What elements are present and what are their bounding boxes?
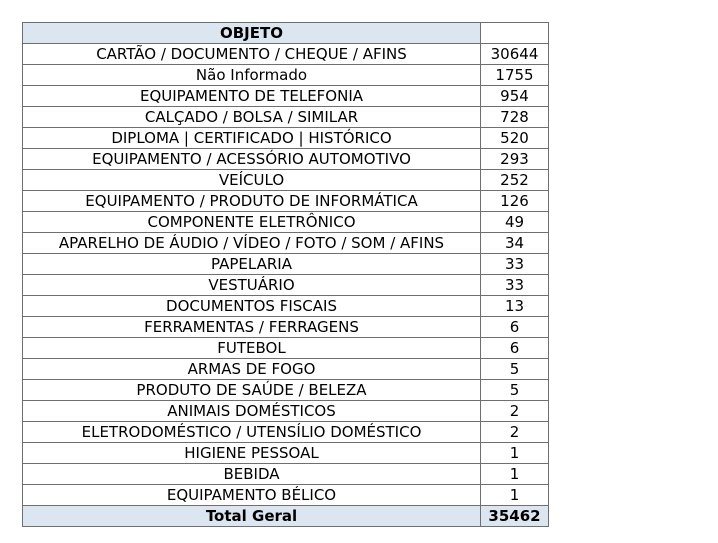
row-label: EQUIPAMENTO / ACESSÓRIO AUTOMOTIVO xyxy=(23,149,481,170)
column-header-count xyxy=(481,23,549,44)
row-label: FERRAMENTAS / FERRAGENS xyxy=(23,317,481,338)
total-value: 35462 xyxy=(481,506,549,527)
row-value: 2 xyxy=(481,422,549,443)
row-label: DOCUMENTOS FISCAIS xyxy=(23,296,481,317)
table-row xyxy=(23,254,549,275)
table-row xyxy=(23,359,549,380)
row-value: 954 xyxy=(481,86,549,107)
table-row xyxy=(23,317,549,338)
row-label: EQUIPAMENTO DE TELEFONIA xyxy=(23,86,481,107)
row-value: 126 xyxy=(481,191,549,212)
object-count-table xyxy=(22,22,549,527)
header-row xyxy=(23,23,549,44)
table-row xyxy=(23,107,549,128)
row-label: VEÍCULO xyxy=(23,170,481,191)
row-label: CALÇADO / BOLSA / SIMILAR xyxy=(23,107,481,128)
row-value: 30644 xyxy=(481,44,549,65)
row-value: 1 xyxy=(481,485,549,506)
row-value: 34 xyxy=(481,233,549,254)
table-row xyxy=(23,275,549,296)
table-row xyxy=(23,86,549,107)
row-value: 728 xyxy=(481,107,549,128)
table-row xyxy=(23,443,549,464)
table-body xyxy=(23,44,549,506)
row-value: 2 xyxy=(481,401,549,422)
row-value: 5 xyxy=(481,380,549,401)
row-value: 1755 xyxy=(481,65,549,86)
row-value: 13 xyxy=(481,296,549,317)
row-label: DIPLOMA | CERTIFICADO | HISTÓRICO xyxy=(23,128,481,149)
row-value: 6 xyxy=(481,317,549,338)
table-row xyxy=(23,170,549,191)
table-row xyxy=(23,464,549,485)
row-label: EQUIPAMENTO / PRODUTO DE INFORMÁTICA xyxy=(23,191,481,212)
row-value: 252 xyxy=(481,170,549,191)
row-label: PRODUTO DE SAÚDE / BELEZA xyxy=(23,380,481,401)
row-value: 520 xyxy=(481,128,549,149)
row-label: CARTÃO / DOCUMENTO / CHEQUE / AFINS xyxy=(23,44,481,65)
column-header-objeto: OBJETO xyxy=(23,23,481,44)
table-row xyxy=(23,296,549,317)
row-label: Não Informado xyxy=(23,65,481,86)
total-label: Total Geral xyxy=(23,506,481,527)
row-value: 1 xyxy=(481,464,549,485)
row-label: ELETRODOMÉSTICO / UTENSÍLIO DOMÉSTICO xyxy=(23,422,481,443)
row-label: VESTUÁRIO xyxy=(23,275,481,296)
row-value: 6 xyxy=(481,338,549,359)
row-label: ANIMAIS DOMÉSTICOS xyxy=(23,401,481,422)
table-row xyxy=(23,191,549,212)
row-label: APARELHO DE ÁUDIO / VÍDEO / FOTO / SOM / AFINS xyxy=(23,233,481,254)
table-row xyxy=(23,44,549,65)
row-value: 49 xyxy=(481,212,549,233)
row-value: 33 xyxy=(481,254,549,275)
table-row xyxy=(23,401,549,422)
table-row xyxy=(23,65,549,86)
row-value: 1 xyxy=(481,443,549,464)
table-row xyxy=(23,233,549,254)
row-label: ARMAS DE FOGO xyxy=(23,359,481,380)
row-value: 33 xyxy=(481,275,549,296)
table-row xyxy=(23,422,549,443)
total-row xyxy=(23,506,549,527)
table-row xyxy=(23,380,549,401)
row-label: EQUIPAMENTO BÉLICO xyxy=(23,485,481,506)
row-value: 5 xyxy=(481,359,549,380)
row-value: 293 xyxy=(481,149,549,170)
table-row xyxy=(23,212,549,233)
row-label: FUTEBOL xyxy=(23,338,481,359)
table-row xyxy=(23,128,549,149)
row-label: COMPONENTE ELETRÔNICO xyxy=(23,212,481,233)
row-label: HIGIENE PESSOAL xyxy=(23,443,481,464)
table-row xyxy=(23,338,549,359)
table-row xyxy=(23,149,549,170)
row-label: PAPELARIA xyxy=(23,254,481,275)
table-row xyxy=(23,485,549,506)
row-label: BEBIDA xyxy=(23,464,481,485)
